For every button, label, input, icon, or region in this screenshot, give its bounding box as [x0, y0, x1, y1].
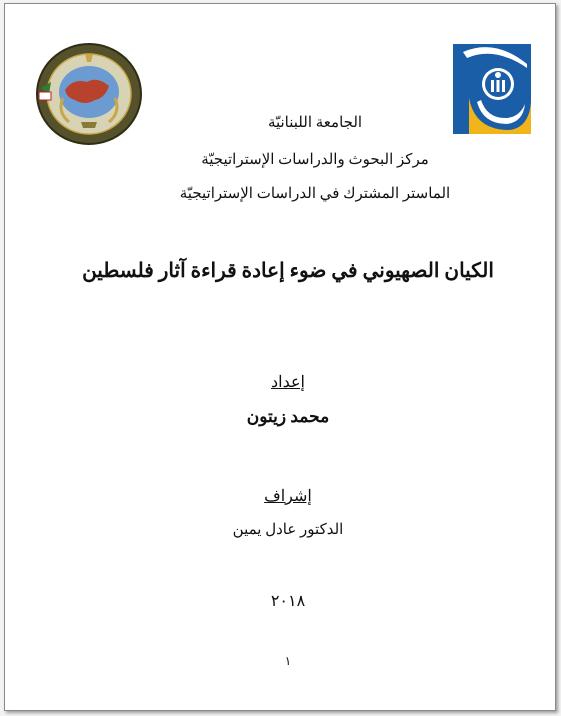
document-page	[4, 3, 556, 711]
thesis-title: الكيان الصهيوني في ضوء إعادة قراءة آثار فلسطين	[82, 260, 494, 282]
year: ٢٠١٨	[270, 593, 306, 610]
author-name: محمد زيتون	[246, 407, 330, 426]
prepared-by-label: إعداد	[271, 374, 305, 391]
supervision-label: إشراف	[264, 488, 312, 505]
program-name: الماستر المشترك في الدراسات الإستراتيجيّة	[179, 186, 451, 202]
university-name: الجامعة اللبنانيّة	[267, 115, 363, 131]
supervisor-name: الدكتور عادل يمين	[232, 522, 344, 538]
center-name: مركز البحوث والدراسات الإستراتيجيّة	[201, 152, 429, 168]
page-number: ١	[284, 654, 292, 668]
